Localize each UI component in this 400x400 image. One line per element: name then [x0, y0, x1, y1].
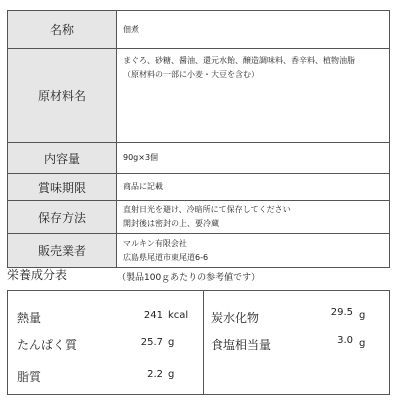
nutrition-divider: [203, 291, 204, 394]
row-best-before: [8, 173, 389, 200]
row-name: [8, 11, 389, 48]
row-ingredients: [8, 48, 389, 142]
nutrient-value-energy: 241: [143, 310, 163, 321]
nutrient-label-fat: 脂質: [17, 370, 42, 384]
nutrition-table: [7, 290, 390, 395]
ingredients-line-1: まぐろ、砂糖、醤油、還元水飴、醸造調味料、香辛料、植物油脂: [123, 56, 355, 65]
nutrient-value-fat: 2.2: [147, 369, 163, 380]
seller-line-1: マルキン有限会社: [123, 238, 187, 248]
nutrient-unit-fat: g: [168, 369, 175, 380]
nutrient-unit-energy: kcal: [168, 310, 189, 321]
header-name: 名称: [8, 11, 117, 48]
content-amount-line: 90g×3個: [123, 153, 159, 162]
ingredients-line-2: （原材料の一部に小麦・大豆を含む）: [123, 70, 259, 79]
value-storage: [117, 201, 389, 233]
seller-line-2: 広島県尾道市東尾道6-6: [123, 252, 209, 262]
nutrient-label-salt: 食塩相当量: [211, 338, 272, 352]
value-content-amount: [117, 143, 389, 173]
value-ingredients: [117, 49, 389, 142]
nutrient-unit-salt: g: [359, 338, 366, 349]
nutrient-label-carbohydrate: 炭水化物: [211, 311, 260, 325]
nutrient-value-protein: 25.7: [140, 337, 163, 348]
header-content-amount: 内容量: [8, 143, 117, 173]
product-info-table: [7, 10, 390, 268]
row-content-amount: [8, 142, 389, 173]
row-storage: [8, 200, 389, 233]
header-seller: 販売業者: [8, 234, 117, 267]
nutrient-value-salt: 3.0: [337, 335, 353, 346]
header-ingredients: 原材料名: [8, 49, 117, 142]
nutrition-title: 栄養成分表: [7, 268, 68, 282]
nutrition-note: （製品100ｇあたりの参考値です）: [117, 273, 261, 283]
header-storage: 保存方法: [8, 201, 117, 233]
value-seller: [117, 234, 389, 267]
best-before-line: 商品に記載: [123, 182, 163, 191]
nutrient-value-carbohydrate: 29.5: [330, 307, 353, 318]
nutrient-label-energy: 熱量: [17, 311, 42, 325]
nutrient-unit-protein: g: [168, 337, 175, 348]
value-name: [117, 11, 389, 48]
value-best-before: [117, 174, 389, 200]
nutrient-unit-carbohydrate: g: [359, 310, 366, 321]
value-name-line: 佃煮: [123, 24, 139, 34]
nutrient-label-protein: たんぱく質: [17, 338, 78, 352]
storage-line-2: 開封後は密封の上、要冷蔵: [123, 219, 219, 228]
storage-line-1: 直射日光を避け、冷暗所にて保存してください: [123, 205, 291, 214]
header-best-before: 賞味期限: [8, 174, 117, 200]
row-seller: [8, 233, 389, 267]
